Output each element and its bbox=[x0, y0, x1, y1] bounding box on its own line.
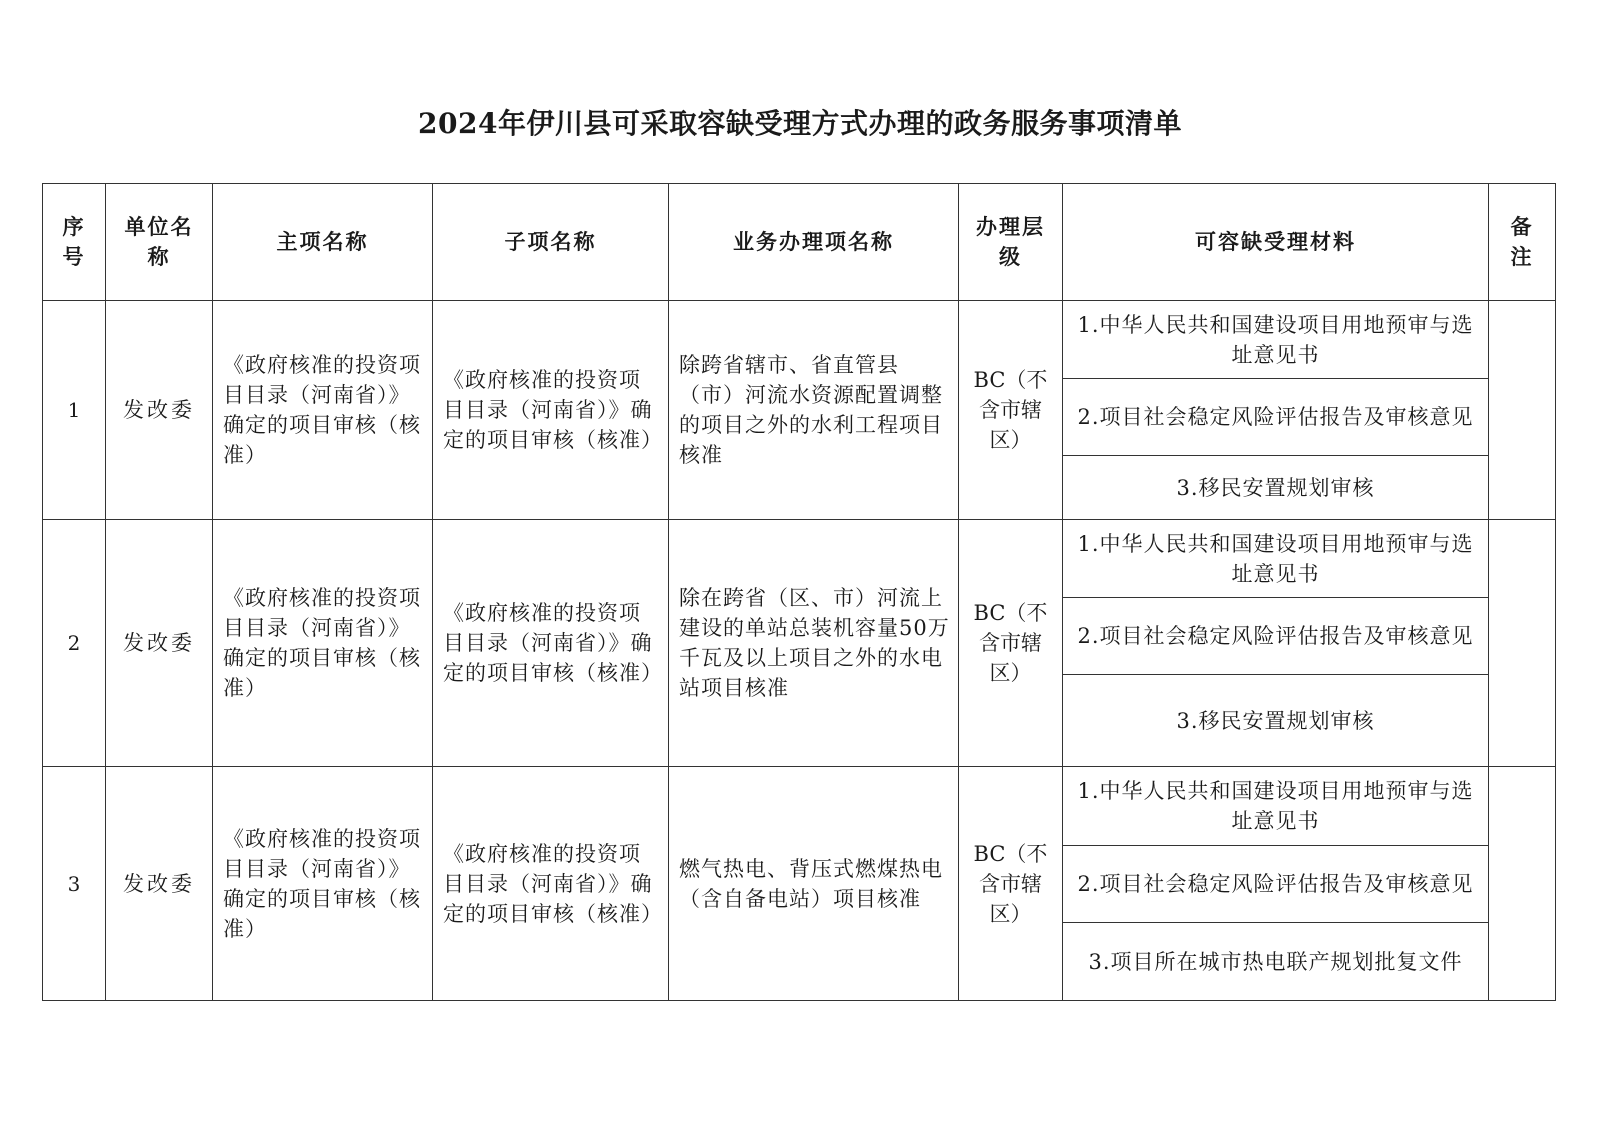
cell-material: 1.中华人民共和国建设项目用地预审与选址意见书 bbox=[1063, 767, 1489, 846]
cell-sub-item: 《政府核准的投资项目目录（河南省）》确定的项目审核（核准） bbox=[433, 301, 669, 520]
page-title: 2024年伊川县可采取容缺受理方式办理的政务服务事项清单 bbox=[418, 107, 1182, 140]
cell-seq: 2 bbox=[43, 520, 106, 767]
col-header-main-item: 主项名称 bbox=[213, 184, 433, 301]
cell-material: 3.移民安置规划审核 bbox=[1063, 456, 1489, 520]
col-header-seq: 序号 bbox=[43, 184, 106, 301]
cell-remark bbox=[1489, 301, 1556, 520]
cell-material: 2.项目社会稳定风险评估报告及审核意见 bbox=[1063, 379, 1489, 456]
cell-sub-item: 《政府核准的投资项目目录（河南省）》确定的项目审核（核准） bbox=[433, 520, 669, 767]
cell-level: BC（不含市辖区） bbox=[959, 520, 1063, 767]
col-header-business: 业务办理项名称 bbox=[669, 184, 959, 301]
cell-remark bbox=[1489, 767, 1556, 1001]
table-row bbox=[43, 767, 1556, 846]
cell-main-item: 《政府核准的投资项目目录（河南省）》确定的项目审核（核准） bbox=[213, 520, 433, 767]
cell-seq: 3 bbox=[43, 767, 106, 1001]
cell-sub-item: 《政府核准的投资项目目录（河南省）》确定的项目审核（核准） bbox=[433, 767, 669, 1001]
cell-main-item: 《政府核准的投资项目目录（河南省）》确定的项目审核（核准） bbox=[213, 767, 433, 1001]
col-header-level: 办理层级 bbox=[959, 184, 1063, 301]
table-row bbox=[43, 301, 1556, 379]
col-header-materials: 可容缺受理材料 bbox=[1063, 184, 1489, 301]
table-row bbox=[43, 520, 1556, 598]
cell-business: 除在跨省（区、市）河流上建设的单站总装机容量50万千瓦及以上项目之外的水电站项目核准 bbox=[669, 520, 959, 767]
cell-material: 3.项目所在城市热电联产规划批复文件 bbox=[1063, 923, 1489, 1001]
cell-material: 1.中华人民共和国建设项目用地预审与选址意见书 bbox=[1063, 301, 1489, 379]
cell-material: 1.中华人民共和国建设项目用地预审与选址意见书 bbox=[1063, 520, 1489, 598]
cell-main-item: 《政府核准的投资项目目录（河南省）》确定的项目审核（核准） bbox=[213, 301, 433, 520]
cell-material: 2.项目社会稳定风险评估报告及审核意见 bbox=[1063, 598, 1489, 675]
cell-level: BC（不含市辖区） bbox=[959, 767, 1063, 1001]
cell-seq: 1 bbox=[43, 301, 106, 520]
col-header-unit: 单位名称 bbox=[106, 184, 213, 301]
cell-unit: 发改委 bbox=[106, 301, 213, 520]
cell-unit: 发改委 bbox=[106, 767, 213, 1001]
service-items-table bbox=[42, 183, 1556, 1001]
cell-business: 除跨省辖市、省直管县（市）河流水资源配置调整的项目之外的水利工程项目核准 bbox=[669, 301, 959, 520]
cell-business: 燃气热电、背压式燃煤热电（含自备电站）项目核准 bbox=[669, 767, 959, 1001]
cell-unit: 发改委 bbox=[106, 520, 213, 767]
cell-material: 2.项目社会稳定风险评估报告及审核意见 bbox=[1063, 846, 1489, 923]
col-header-remark: 备注 bbox=[1489, 184, 1556, 301]
cell-material: 3.移民安置规划审核 bbox=[1063, 675, 1489, 767]
col-header-sub-item: 子项名称 bbox=[433, 184, 669, 301]
cell-level: BC（不含市辖区） bbox=[959, 301, 1063, 520]
header-row bbox=[43, 184, 1556, 301]
cell-remark bbox=[1489, 520, 1556, 767]
